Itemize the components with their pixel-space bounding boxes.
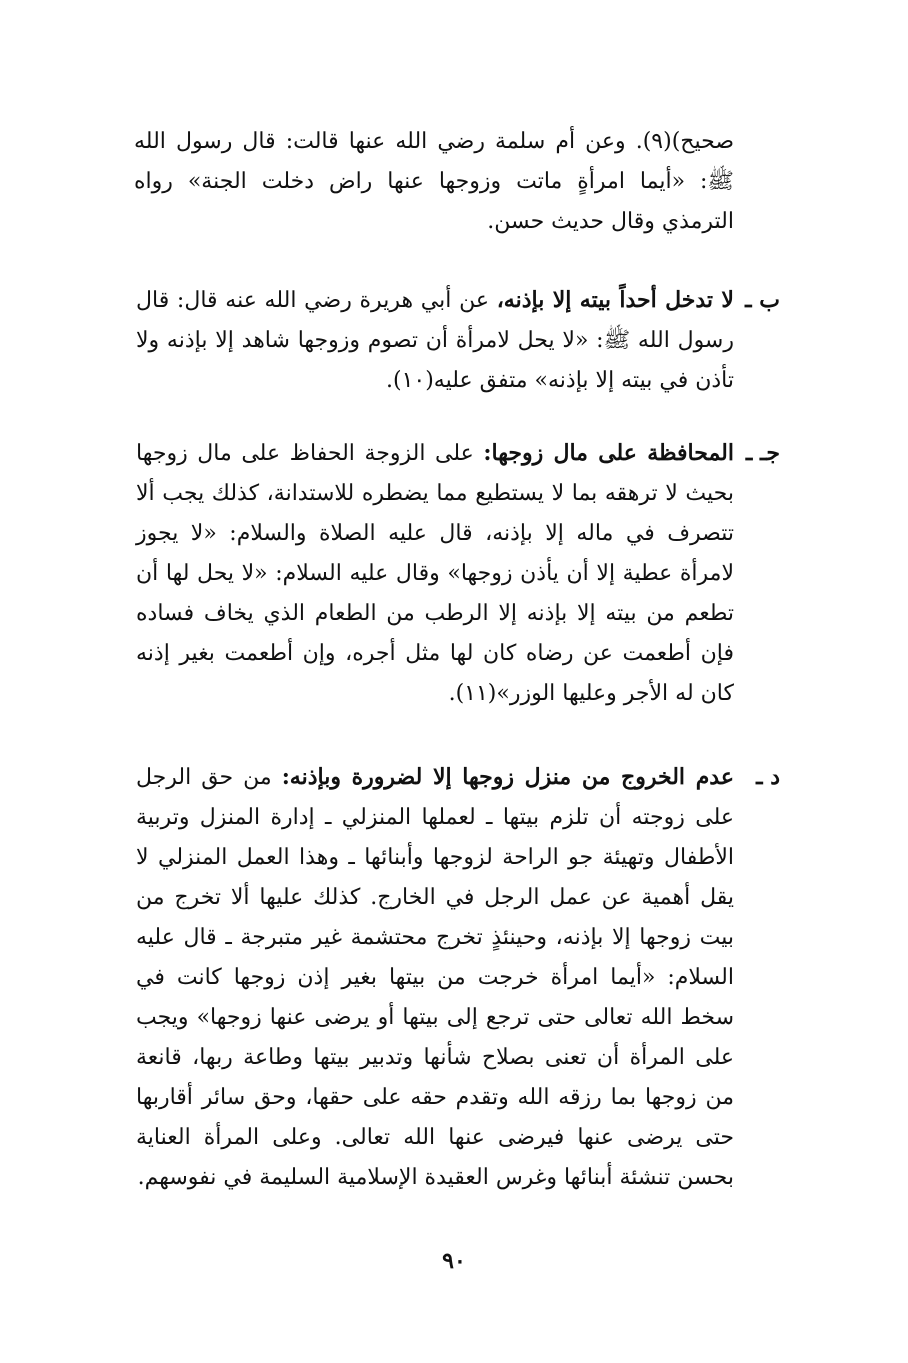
item-heading: المحافظة على مال زوجها:: [483, 440, 734, 466]
item-letter: جـ ـ: [745, 440, 780, 466]
item-letter: د ـ: [756, 764, 780, 790]
item-body: عن أبي هريرة رضي الله عنه قال: قال رسول الله ﷺ: «لا يحل لامرأة أن تصوم وزوجها شاهد إلا بإذنه ولا تأذن في بيته إلا بإذنه» متفق عليه(١٠).: [136, 288, 734, 393]
intro-paragraph-text: صحيح)(٩). وعن أم سلمة رضي الله عنها قالت: قال رسول الله ﷺ: «أيما امرأةٍ ماتت وزوجها عنها راض دخلت الجنة» رواه الترمذي وقال حديث حسن.: [134, 129, 734, 234]
item-heading: عدم الخروج من منزل زوجها إلا لضرورة وبإذنه:: [281, 764, 734, 790]
item-body: على الزوجة الحفاظ على مال زوجها بحيث لا ترهقه بما لا يستطيع مما يضطره للاستدانة، كذلك يجب ألا تتصرف في ماله إلا بإذنه، قال عليه الصلاة والسلام: «لا يجوز لامرأة عطية إلا أن يأذن زوجها» وقال عليه السلام: «لا يحل لها أن تطعم من بيته إلا بإذنه إلا الرطب من الطعام الذي يخاف فساده فإن أطعمت عن رضاه كان لها مثل أجره، وإن أطعمت بغير إذنه كان له الأجر وعليها الوزر»(١١).: [136, 441, 735, 706]
item-heading: لا تدخل أحداً بيته إلا بإذنه،: [496, 287, 734, 313]
list-item-d: [136, 757, 780, 1198]
list-item: [136, 757, 780, 1198]
page-number: ٩٠: [442, 1248, 466, 1274]
item-letter: ب ـ: [745, 287, 780, 313]
item-body: من حق الرجل على زوجته أن تلزم بيتها ـ لعملها المنزلي ـ إدارة المنزل وتربية الأطفال وتهيئة جو الراحة لزوجها وأبنائها ـ وهذا العمل المنزلي لا يقل أهمية عن عمل الرجل في الخارج. كذلك عليها ألا تخرج من بيت زوجها إلا بإذنه، وحينئذٍ تخرج محتشمة غير متبرجة ـ قال عليه السلام: «أيما امرأة خرجت من بيتها بغير إذن زوجها كانت في سخط الله تعالى حتى ترجع إلى بيتها أو يرضى عنها زوجها» ويجب على المرأة أن تعنى بصلاح شأنها وتدبير بيتها وطاعة ربها، قانعة من زوجها بما رزقه الله وتقدم حقه على حقها، وحق سائر أقاربها حتى يرضى عنها فيرضى عنها الله تعالى. وعلى المرأة العناية بحسن تنشئة أبنائها وغرس العقيدة الإسلامية السليمة في نفوسهم.: [136, 765, 734, 1190]
intro-paragraph: [134, 122, 734, 242]
list-item-j: [136, 433, 780, 714]
list-item: [136, 280, 780, 401]
list-item: [136, 433, 780, 714]
list-item-b: [136, 280, 780, 401]
